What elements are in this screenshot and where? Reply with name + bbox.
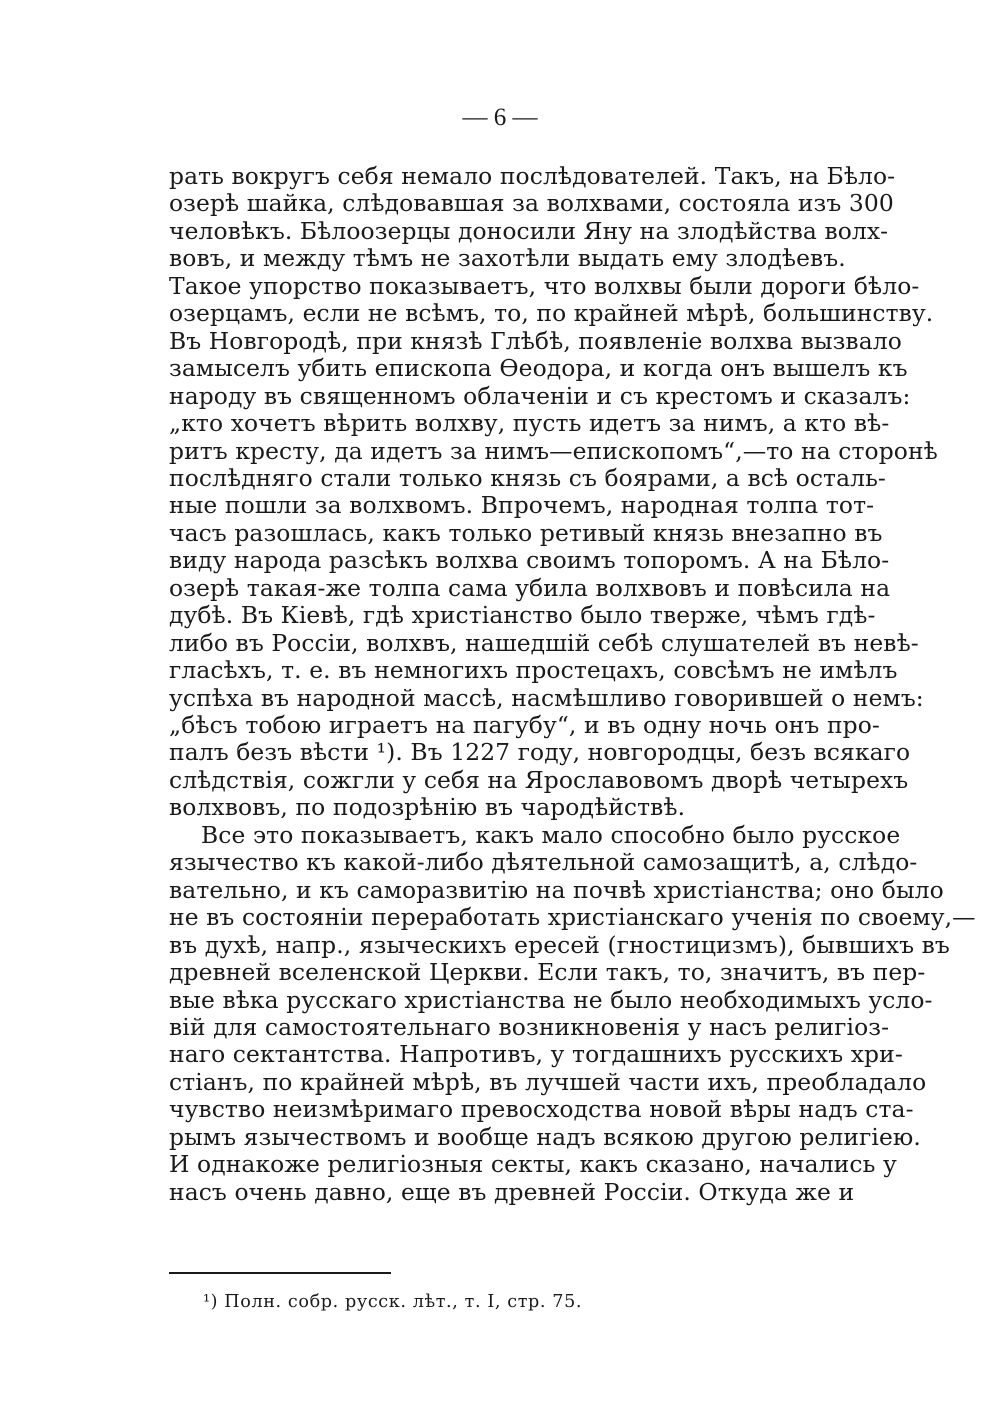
text-line: палъ безъ вѣсти ¹). Въ 1227 году, новгородцы, безъ всякаго [169, 738, 911, 767]
text-line: послѣдняго стали только князь съ боярами, а всѣ осталь- [169, 463, 886, 492]
text-line: Въ Новгородѣ, при князѣ Глѣбѣ, появленіе волхва вызвало [169, 326, 902, 355]
text-line: И однакоже религіозныя секты, какъ сказано, начались у [169, 1150, 897, 1179]
text-line: человѣкъ. Бѣлоозерцы доносили Яну на злодѣйства волх- [169, 216, 889, 245]
text-line: ритъ кресту, да идетъ за нимъ—епископомъ“,—то на сторонѣ [169, 436, 938, 465]
text-line: дубѣ. Въ Кіевѣ, гдѣ христіанство было тверже, чѣмъ гдѣ- [169, 601, 876, 630]
text-line: виду народа разсѣкъ волхва своимъ топоромъ. А на Бѣло- [169, 546, 890, 575]
text-line: не въ состояніи переработать христіанскаго ученія по своему,— [169, 903, 976, 932]
text-line: стіанъ, по крайней мѣрѣ, въ лучшей части ихъ, преобладало [169, 1067, 927, 1096]
text-line: вательно, и къ саморазвитію на почвѣ христіанства; оно было [169, 875, 944, 904]
text-line: гласѣхъ, т. е. въ немногихъ простецахъ, совсѣмъ не имѣлъ [169, 656, 898, 685]
text-line: озерѣ такая-же толпа сама убила волхвовъ и повѣсила на [169, 573, 891, 602]
text-line: наго сектантства. Напротивъ, у тогдашнихъ русскихъ хри- [169, 1040, 903, 1069]
text-line: либо въ Россіи, волхвъ, нашедшій себѣ слушателей въ невѣ- [169, 628, 919, 657]
text-line: язычество къ какой-либо дѣятельной самозащитѣ, а, слѣдо- [169, 848, 918, 877]
text-line: ные пошли за волхвомъ. Впрочемъ, народная толпа тот- [169, 491, 875, 520]
text-line: успѣха въ народной массѣ, насмѣшливо говорившей о немъ: [169, 683, 924, 712]
footnote: ¹) Полн. собр. русск. лѣт., т. I, стр. 75. [203, 1292, 583, 1312]
text-line: насъ очень давно, еще въ древней Россіи. Откуда же и [169, 1177, 855, 1206]
footnote-rule [169, 1272, 391, 1274]
text-line: замыселъ убить епископа Ѳеодора, и когда онъ вышелъ къ [169, 354, 908, 383]
text-line: „кто хочетъ вѣрить волхву, пусть идетъ за нимъ, а кто вѣ- [169, 409, 890, 437]
page-number: — 6 — [462, 104, 538, 131]
text-line: древней вселенской Церкви. Если такъ, то, значитъ, въ пер- [169, 958, 926, 986]
text-line: слѣдствія, сожгли у себя на Ярославовомъ дворѣ четырехъ [169, 765, 909, 794]
text-line: озерѣ шайка, слѣдовавшая за волхвами, состояла изъ 300 [169, 189, 894, 218]
text-line: „бѣсъ тобою играетъ на пагубу“, и въ одну ночь онъ про- [169, 711, 880, 739]
text-line: въ духѣ, напр., языческихъ ересей (гностицизмъ), бывшихъ въ [169, 930, 950, 959]
text-line: Такое упорство показываетъ, что волхвы были дороги бѣло- [169, 271, 920, 300]
text-line: волхвовъ, по подозрѣнію въ чародѣйствѣ. [169, 793, 686, 822]
text-line: озерцамъ, если не всѣмъ, то, по крайней мѣрѣ, большинству. [169, 299, 934, 328]
text-line: народу въ священномъ облаченіи и съ крестомъ и сказалъ: [169, 381, 911, 410]
text-line: вій для самостоятельнаго возникновенія у насъ религіоз- [169, 1012, 890, 1041]
text-line: Все это показываетъ, какъ мало способно было русское [201, 820, 901, 849]
text-line: рать вокругъ себя немало послѣдователей. Такъ, на Бѣло- [169, 162, 896, 190]
text-line: вые вѣка русскаго христіанства не было необходимыхъ усло- [169, 985, 933, 1014]
text-line: часъ разошлась, какъ только ретивый князь внезапно въ [169, 518, 883, 547]
text-line: вовъ, и между тѣмъ не захотѣли выдать ему злодѣевъ. [169, 244, 846, 273]
text-line: чувство неизмѣримаго превосходства новой вѣры надъ ста- [169, 1095, 914, 1124]
text-line: рымъ язычествомъ и вообще надъ всякою другою религіею. [169, 1122, 921, 1151]
